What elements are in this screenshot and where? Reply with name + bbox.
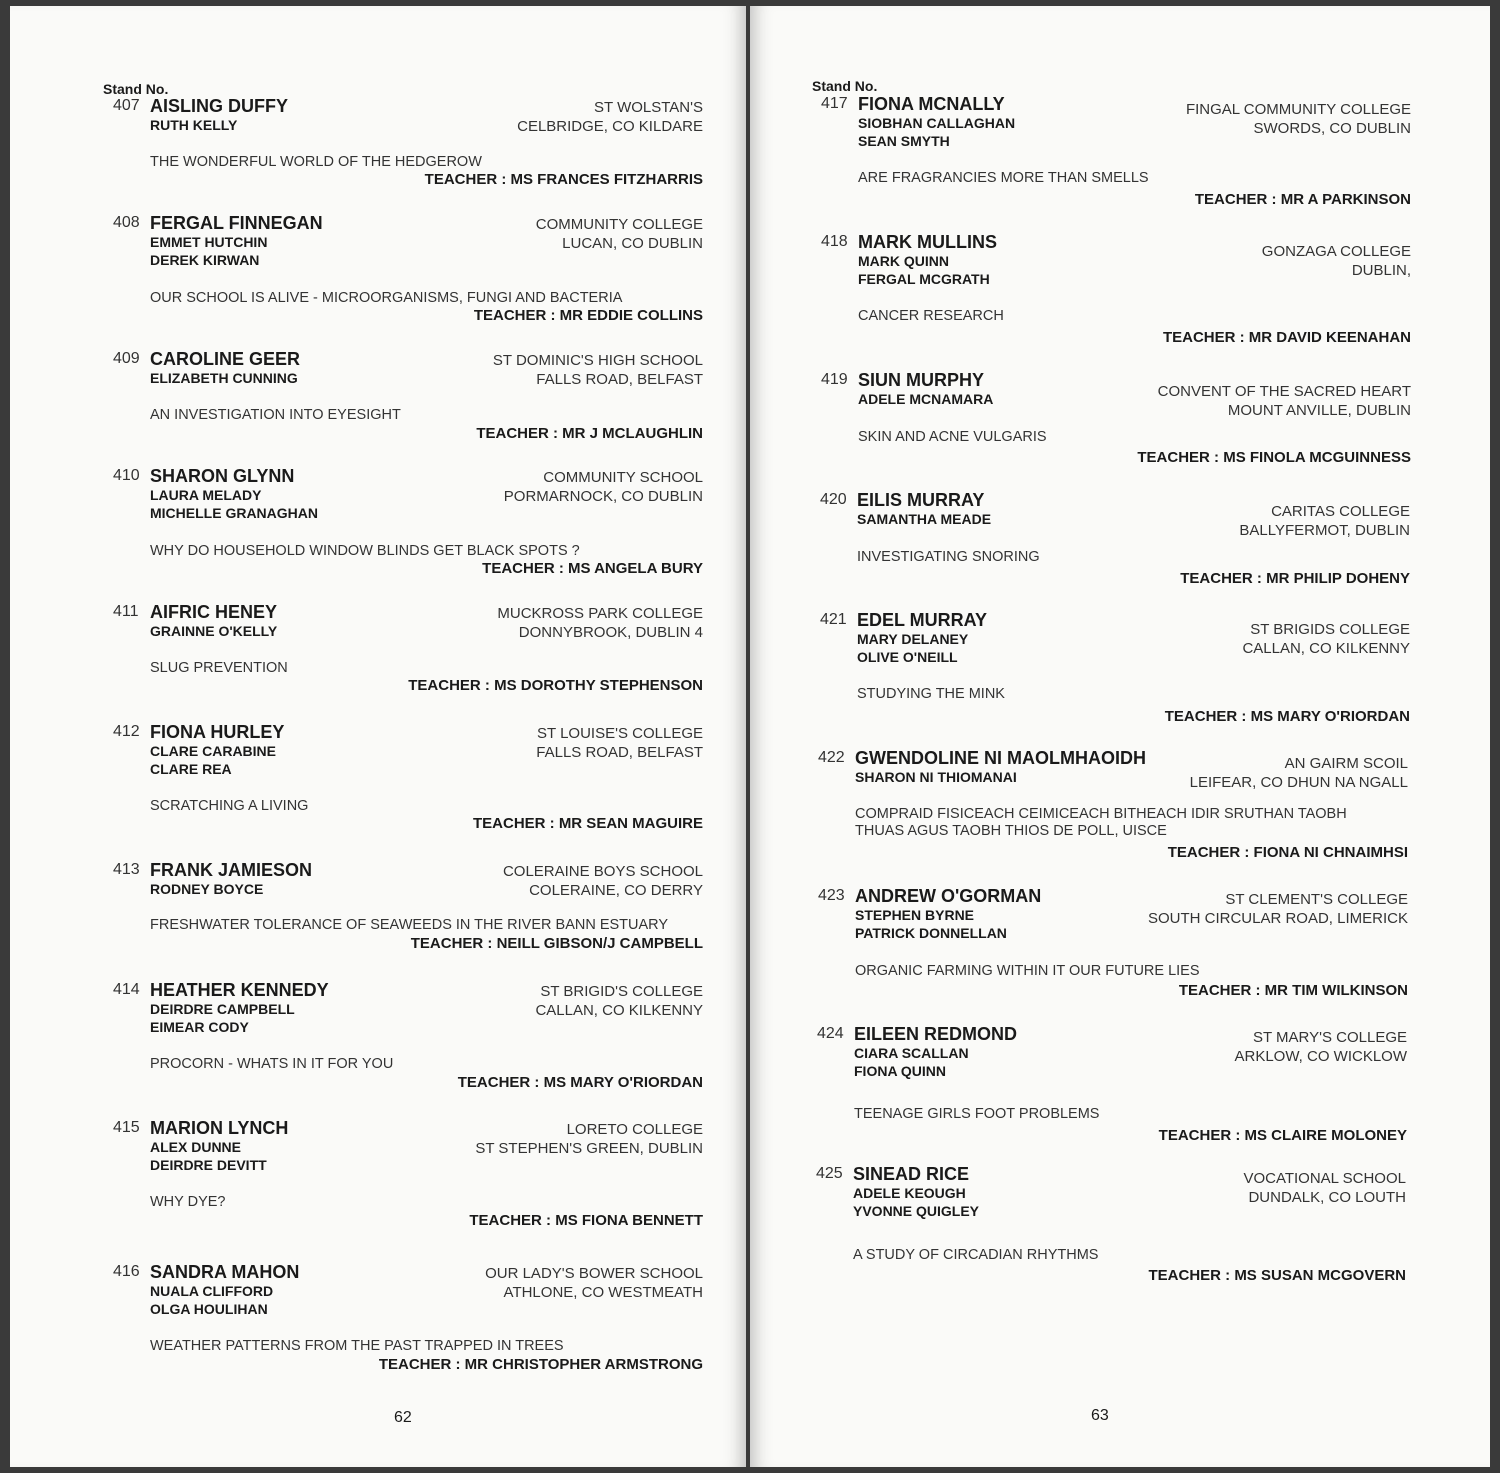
stand-number: 423	[818, 887, 845, 904]
project-title: WEATHER PATTERNS FROM THE PAST TRAPPED IN TREES	[150, 1338, 564, 1354]
school-location: SWORDS, CO DUBLIN	[1253, 120, 1411, 137]
school-location: CALLAN, CO KILKENNY	[535, 1002, 703, 1019]
lead-student: ANDREW O'GORMAN	[855, 886, 1042, 906]
stand-number: 422	[818, 749, 845, 766]
stand-no-header: Stand No.	[103, 81, 169, 97]
student: GRAINNE O'KELLY	[150, 623, 278, 639]
left-page	[10, 6, 746, 1467]
school-name: GONZAGA COLLEGE	[1261, 243, 1411, 260]
student: CLARE CARABINE	[150, 743, 276, 759]
teacher: TEACHER : MR PHILIP DOHENY	[1180, 570, 1410, 587]
student: OLIVE O'NEILL	[857, 649, 958, 665]
teacher: TEACHER : MS MARY O'RIORDAN	[457, 1074, 703, 1091]
lead-student: SIUN MURPHY	[858, 370, 985, 390]
teacher: TEACHER : MS FRANCES FITZHARRIS	[424, 171, 703, 188]
student: EIMEAR CODY	[150, 1019, 249, 1035]
project-title: SCRATCHING A LIVING	[150, 798, 309, 814]
school-name: ST CLEMENT'S COLLEGE	[1225, 891, 1408, 908]
school-name: MUCKROSS PARK COLLEGE	[497, 605, 703, 622]
lead-student: SANDRA MAHON	[150, 1262, 300, 1282]
project-title: WHY DYE?	[150, 1194, 226, 1210]
teacher: TEACHER : MS MARY O'RIORDAN	[1164, 708, 1410, 725]
teacher: TEACHER : NEILL GIBSON/J CAMPBELL	[410, 935, 703, 952]
stand-number: 415	[113, 1119, 140, 1136]
student: MARY DELANEY	[857, 631, 969, 647]
project-title: A STUDY OF CIRCADIAN RHYTHMS	[853, 1247, 1099, 1263]
school-name: LORETO COLLEGE	[566, 1121, 703, 1138]
teacher: TEACHER : MR J MCLAUGHLIN	[476, 425, 703, 442]
student: SHARON NI THIOMANAI	[855, 769, 1017, 785]
stand-number: 421	[820, 611, 847, 628]
school-location: ST STEPHEN'S GREEN, DUBLIN	[475, 1140, 703, 1157]
school-name: ST DOMINIC'S HIGH SCHOOL	[492, 352, 703, 369]
student: SEAN SMYTH	[858, 133, 950, 149]
teacher: TEACHER : MS ANGELA BURY	[482, 560, 703, 577]
school-name: FINGAL COMMUNITY COLLEGE	[1185, 101, 1411, 118]
student: MICHELLE GRANAGHAN	[150, 505, 318, 521]
teacher: TEACHER : MS SUSAN MCGOVERN	[1148, 1267, 1406, 1284]
teacher: TEACHER : MR A PARKINSON	[1194, 191, 1411, 208]
student: SAMANTHA MEADE	[857, 511, 992, 527]
school-name: CONVENT OF THE SACRED HEART	[1157, 383, 1411, 400]
project-title: PROCORN - WHATS IN IT FOR YOU	[150, 1056, 394, 1072]
school-location: LEIFEAR, CO DHUN NA NGALL	[1189, 774, 1408, 791]
stand-number: 414	[113, 981, 140, 998]
lead-student: CAROLINE GEER	[150, 349, 301, 369]
teacher: TEACHER : MS CLAIRE MOLONEY	[1158, 1127, 1407, 1144]
project-title: THE WONDERFUL WORLD OF THE HEDGEROW	[150, 154, 482, 170]
stand-number: 424	[817, 1025, 844, 1042]
page-number: 62	[394, 1409, 412, 1426]
student: NUALA CLIFFORD	[150, 1283, 274, 1299]
school-name: OUR LADY'S BOWER SCHOOL	[485, 1265, 703, 1282]
school-location: ARKLOW, CO WICKLOW	[1234, 1048, 1407, 1065]
school-name: AN GAIRM SCOIL	[1284, 755, 1408, 772]
student: RODNEY BOYCE	[150, 881, 264, 897]
teacher: TEACHER : MR EDDIE COLLINS	[473, 307, 703, 324]
teacher: TEACHER : MS FIONA BENNETT	[469, 1212, 703, 1229]
stand-number: 411	[113, 603, 139, 620]
school-location: CALLAN, CO KILKENNY	[1242, 640, 1410, 657]
lead-student: SHARON GLYNN	[150, 466, 295, 486]
project-title: ARE FRAGRANCIES MORE THAN SMELLS	[858, 170, 1149, 186]
project-title: STUDYING THE MINK	[857, 686, 1005, 702]
project-title: ORGANIC FARMING WITHIN IT OUR FUTURE LIES	[855, 963, 1200, 979]
school-name: ST BRIGID'S COLLEGE	[540, 983, 703, 1000]
student: DEIRDRE CAMPBELL	[150, 1001, 295, 1017]
student: STEPHEN BYRNE	[855, 907, 975, 923]
project-title: AN INVESTIGATION INTO EYESIGHT	[150, 407, 401, 423]
school-location: ATHLONE, CO WESTMEATH	[503, 1284, 703, 1301]
student: FERGAL MCGRATH	[858, 271, 990, 287]
project-title: SLUG PREVENTION	[150, 660, 288, 676]
student: RUTH KELLY	[150, 117, 238, 133]
stand-number: 410	[113, 467, 140, 484]
stand-number: 420	[820, 491, 847, 508]
student: FIONA QUINN	[854, 1063, 947, 1079]
lead-student: EDEL MURRAY	[857, 610, 988, 630]
teacher: TEACHER : MR SEAN MAGUIRE	[472, 815, 703, 832]
lead-student: SINEAD RICE	[853, 1164, 970, 1184]
lead-student: EILEEN REDMOND	[854, 1024, 1018, 1044]
student: DEIRDRE DEVITT	[150, 1157, 267, 1173]
school-location: MOUNT ANVILLE, DUBLIN	[1227, 402, 1411, 419]
school-location: FALLS ROAD, BELFAST	[536, 744, 703, 761]
project-title: CANCER RESEARCH	[858, 308, 1004, 324]
school-location: BALLYFERMOT, DUBLIN	[1239, 522, 1410, 539]
lead-student: EILIS MURRAY	[857, 490, 985, 510]
lead-student: MARION LYNCH	[150, 1118, 289, 1138]
school-location: DUBLIN,	[1351, 262, 1411, 279]
school-name: COLERAINE BOYS SCHOOL	[502, 863, 703, 880]
school-name: COMMUNITY SCHOOL	[543, 469, 703, 486]
project-title: WHY DO HOUSEHOLD WINDOW BLINDS GET BLACK SPOTS ?	[150, 543, 580, 559]
teacher: TEACHER : MR TIM WILKINSON	[1178, 982, 1408, 999]
student: SIOBHAN CALLAGHAN	[858, 115, 1016, 131]
stand-no-header: Stand No.	[812, 78, 878, 94]
student: ADELE KEOUGH	[853, 1185, 966, 1201]
stand-number: 407	[113, 97, 140, 114]
lead-student: GWENDOLINE NI MAOLMHAOIDH	[855, 748, 1146, 768]
stand-number: 409	[113, 350, 140, 367]
school-location: FALLS ROAD, BELFAST	[536, 371, 703, 388]
teacher: TEACHER : MR CHRISTOPHER ARMSTRONG	[378, 1356, 703, 1373]
student: ADELE MCNAMARA	[858, 391, 994, 407]
teacher: TEACHER : MR DAVID KEENAHAN	[1162, 329, 1411, 346]
student: LAURA MELADY	[150, 487, 262, 503]
project-title: TEENAGE GIRLS FOOT PROBLEMS	[854, 1106, 1100, 1122]
school-location: COLERAINE, CO DERRY	[529, 882, 703, 899]
student: YVONNE QUIGLEY	[853, 1203, 980, 1219]
student: ELIZABETH CUNNING	[150, 370, 298, 386]
lead-student: HEATHER KENNEDY	[150, 980, 329, 1000]
project-title: INVESTIGATING SNORING	[857, 549, 1040, 565]
school-location: SOUTH CIRCULAR ROAD, LIMERICK	[1147, 910, 1408, 927]
lead-student: FRANK JAMIESON	[150, 860, 313, 880]
project-title: SKIN AND ACNE VULGARIS	[858, 429, 1047, 445]
school-location: LUCAN, CO DUBLIN	[562, 235, 703, 252]
teacher: TEACHER : MS DOROTHY STEPHENSON	[408, 677, 703, 694]
stand-number: 418	[821, 233, 848, 250]
stand-number: 419	[821, 371, 848, 388]
lead-student: FIONA HURLEY	[150, 722, 285, 742]
student: DEREK KIRWAN	[150, 252, 260, 268]
stand-number: 413	[113, 861, 140, 878]
student: CIARA SCALLAN	[854, 1045, 969, 1061]
school-name: ST BRIGIDS COLLEGE	[1250, 621, 1410, 638]
teacher: TEACHER : MS FINOLA MCGUINNESS	[1137, 449, 1411, 466]
school-name: ST WOLSTAN'S	[594, 99, 703, 116]
stand-number: 412	[113, 723, 140, 740]
right-page	[750, 6, 1490, 1467]
lead-student: AISLING DUFFY	[150, 96, 288, 116]
school-location: DUNDALK, CO LOUTH	[1248, 1189, 1406, 1206]
school-name: COMMUNITY COLLEGE	[535, 216, 703, 233]
stand-number: 408	[113, 214, 140, 231]
stand-number: 416	[113, 1263, 140, 1280]
school-location: CELBRIDGE, CO KILDARE	[517, 118, 703, 135]
student: CLARE REA	[150, 761, 232, 777]
project-title: COMPRAID FISICEACH CEIMICEACH BITHEACH IDIR SRUTHAN TAOBH THUAS AGUS TAOBH THIOS DE POLL, UISCE	[855, 806, 1347, 839]
school-name: ST MARY'S COLLEGE	[1252, 1029, 1407, 1046]
stand-number: 417	[821, 95, 848, 112]
stand-number: 425	[816, 1165, 843, 1182]
page-number: 63	[1091, 1407, 1109, 1424]
student: OLGA HOULIHAN	[150, 1301, 268, 1317]
lead-student: AIFRIC HENEY	[150, 602, 278, 622]
student: PATRICK DONNELLAN	[855, 925, 1007, 941]
school-location: PORMARNOCK, CO DUBLIN	[503, 488, 703, 505]
lead-student: FERGAL FINNEGAN	[150, 213, 323, 233]
lead-student: MARK MULLINS	[858, 232, 997, 252]
lead-student: FIONA MCNALLY	[858, 94, 1005, 114]
project-title: OUR SCHOOL IS ALIVE - MICROORGANISMS, FUNGI AND BACTERIA	[150, 290, 623, 306]
student: MARK QUINN	[858, 253, 949, 269]
student: EMMET HUTCHIN	[150, 234, 268, 250]
school-location: DONNYBROOK, DUBLIN 4	[518, 624, 703, 641]
school-name: CARITAS COLLEGE	[1271, 503, 1410, 520]
project-title: FRESHWATER TOLERANCE OF SEAWEEDS IN THE RIVER BANN ESTUARY	[150, 917, 669, 933]
school-name: VOCATIONAL SCHOOL	[1243, 1170, 1406, 1187]
teacher: TEACHER : FIONA NI CHNAIMHSI	[1167, 844, 1408, 861]
student: ALEX DUNNE	[150, 1139, 242, 1155]
school-name: ST LOUISE'S COLLEGE	[537, 725, 703, 742]
